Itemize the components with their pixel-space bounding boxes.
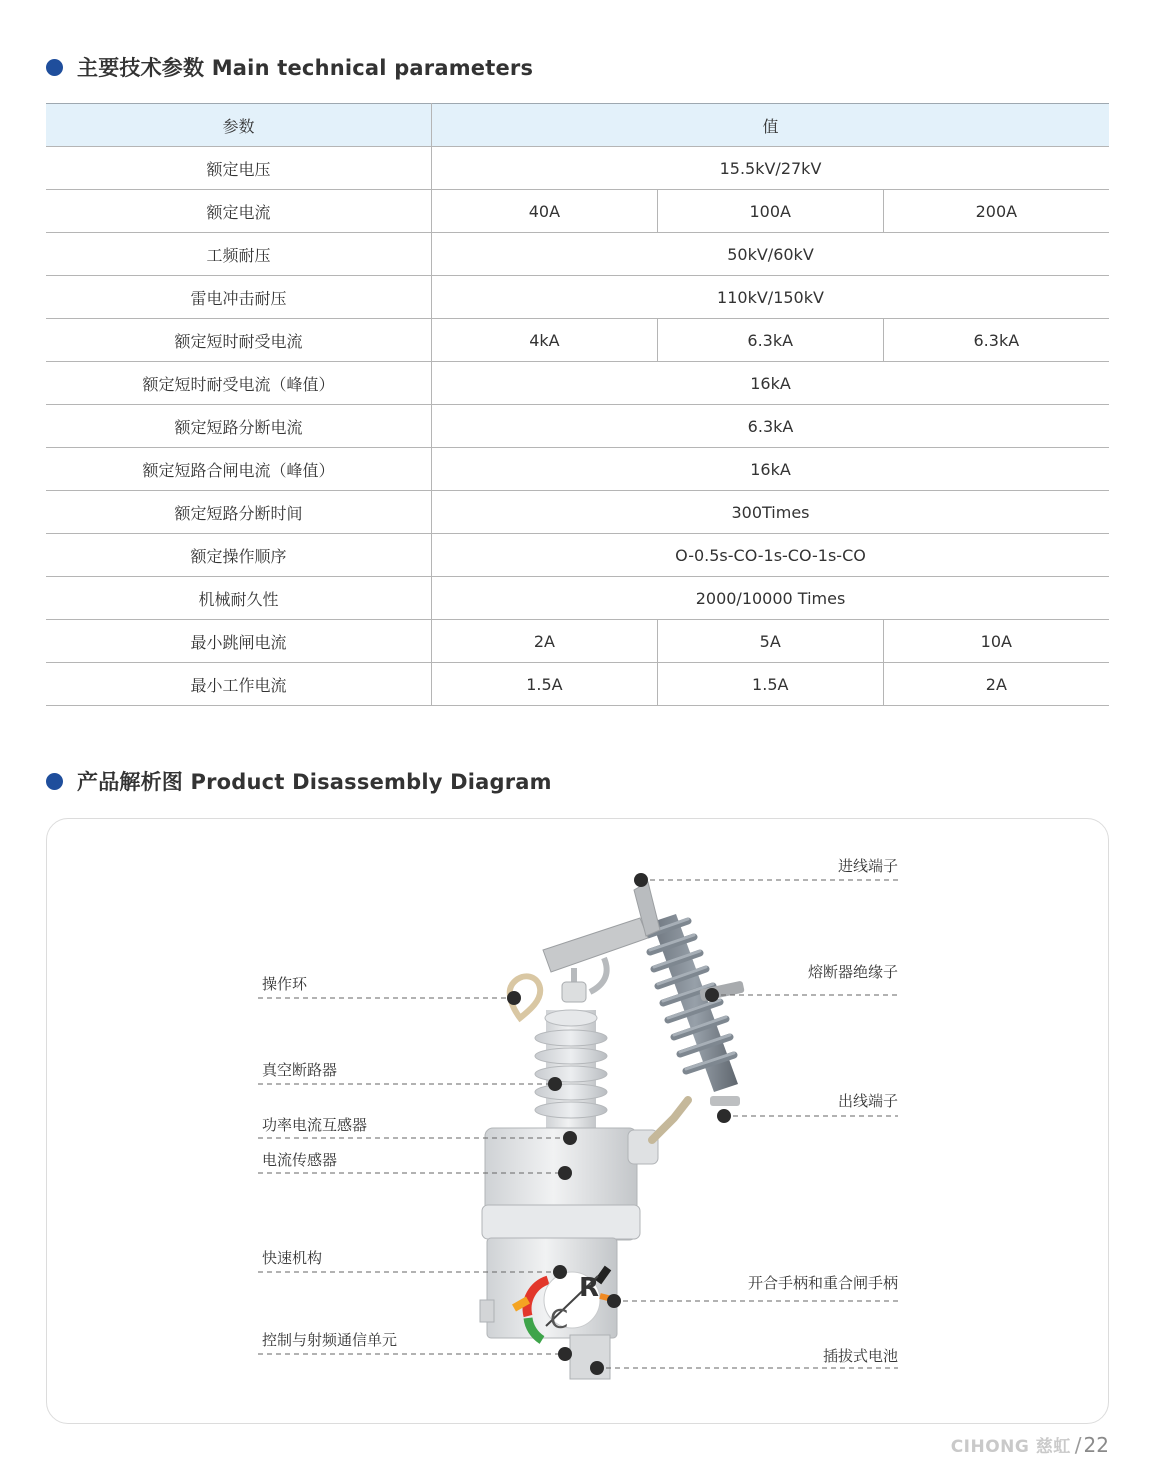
row-value: 16kA [432,362,1110,405]
row-value: 1.5A [657,663,883,706]
row-label: 额定短路分断时间 [46,491,432,534]
row-value: 4kA [432,319,658,362]
label-fuse-insulator: 熔断器绝缘子 [807,963,898,981]
indicator-c: C [550,1305,569,1335]
label-operating-ring: 操作环 [262,975,308,993]
page-number: 22 [1083,1433,1109,1457]
row-label: 额定电压 [46,147,432,190]
row-label: 雷电冲击耐压 [46,276,432,319]
row-value: O-0.5s-CO-1s-CO-1s-CO [432,534,1110,577]
header-value: 值 [432,104,1110,147]
row-value: 2A [883,663,1109,706]
brand-logo: CIHONG 慈虹 [950,1437,1071,1457]
row-value: 100A [657,190,883,233]
row-label: 机械耐久性 [46,577,432,620]
label-fast-mechanism: 快速机构 [262,1249,323,1267]
bracket-arm-icon [543,882,660,1002]
vacuum-breaker-insulator-icon [535,1010,607,1135]
label-control-rf-unit: 控制与射频通信单元 [262,1331,398,1349]
fuse-insulator-icon [648,914,745,1106]
row-label: 额定短时耐受电流 [46,319,432,362]
row-label: 额定短路合闸电流（峰值） [46,448,432,491]
label-battery: 插拔式电池 [822,1347,898,1365]
row-label: 最小工作电流 [46,663,432,706]
row-label: 额定短时耐受电流（峰值） [46,362,432,405]
section-title: 主要技术参数 Main technical parameters [77,56,534,80]
row-label: 额定操作顺序 [46,534,432,577]
row-value: 1.5A [432,663,658,706]
footer-divider: / [1074,1433,1082,1457]
label-outgoing-terminal: 出线端子 [837,1092,898,1110]
row-value: 2A [432,620,658,663]
row-value: 200A [883,190,1109,233]
label-current-sensor: 电流传感器 [262,1151,338,1169]
row-value: 6.3kA [883,319,1109,362]
row-label: 额定电流 [46,190,432,233]
row-value: 50kV/60kV [432,233,1110,276]
row-value: 110kV/150kV [432,276,1110,319]
row-value: 10A [883,620,1109,663]
row-value: 6.3kA [432,405,1110,448]
row-value: 2000/10000 Times [432,577,1110,620]
row-value: 5A [657,620,883,663]
row-value: 15.5kV/27kV [432,147,1110,190]
row-value: 300Times [432,491,1110,534]
label-open-close-handle: 开合手柄和重合闸手柄 [747,1274,898,1292]
row-label: 工频耐压 [46,233,432,276]
page-footer [951,1432,1109,1457]
row-value: 6.3kA [657,319,883,362]
header-param: 参数 [46,104,432,147]
label-incoming-terminal: 进线端子 [837,857,898,875]
row-label: 最小跳闸电流 [46,620,432,663]
indicator-r: R [579,1273,600,1303]
row-label: 额定短路分断电流 [46,405,432,448]
row-value: 16kA [432,448,1110,491]
main-housing-icon [480,1100,688,1379]
label-vacuum-breaker: 真空断路器 [262,1061,338,1079]
section-title: 产品解析图 Product Disassembly Diagram [77,770,552,794]
row-value: 40A [432,190,658,233]
label-power-ct: 功率电流互感器 [262,1116,368,1134]
